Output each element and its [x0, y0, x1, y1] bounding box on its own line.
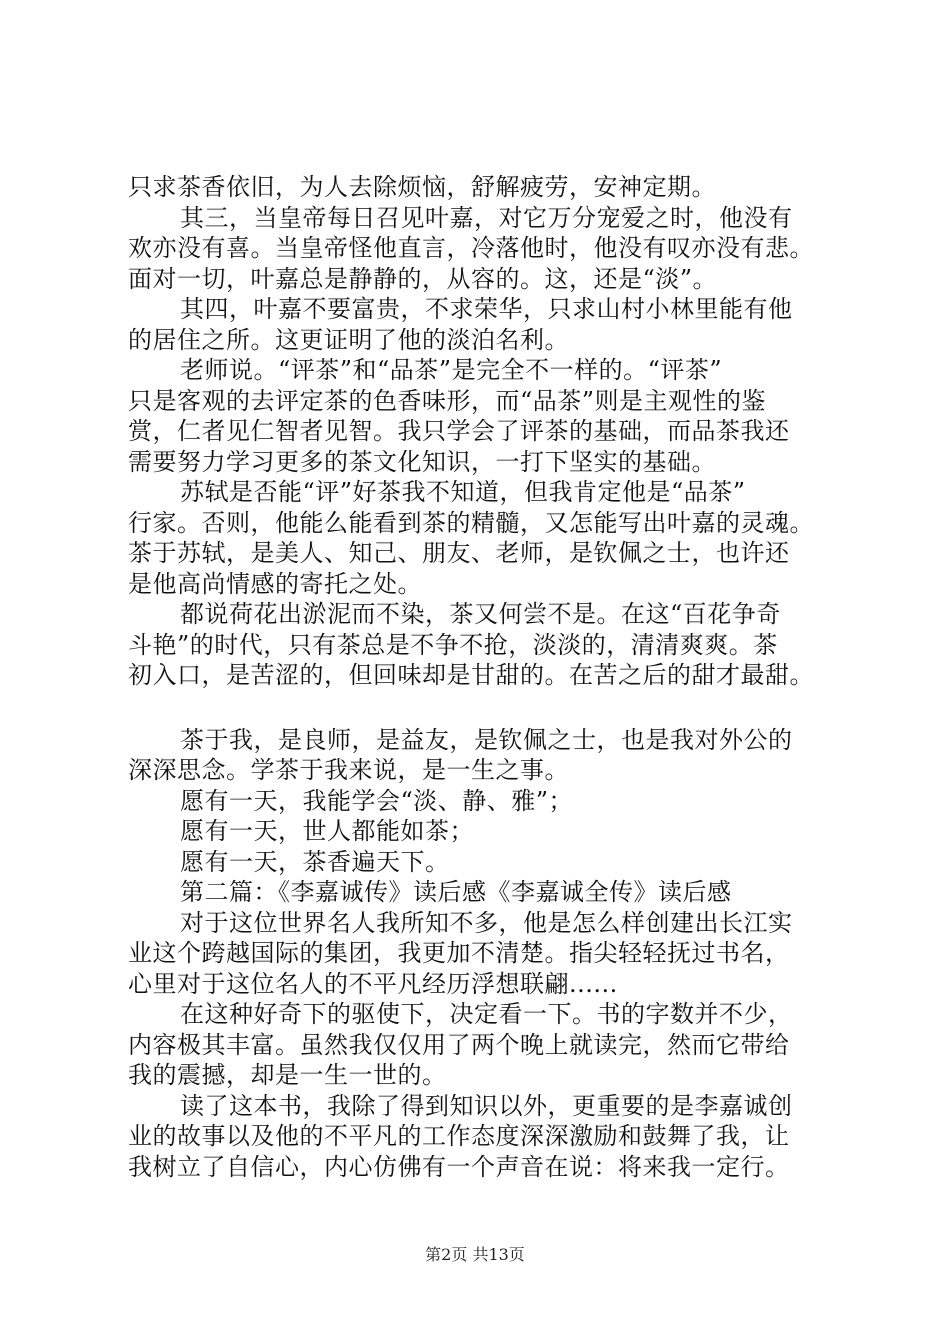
text-line: 其三，当皇帝每日召见叶嘉，对它万分宠爱之时，他没有 — [180, 203, 793, 232]
text-line: 的居住之所。这更证明了他的淡泊名利。 — [128, 325, 569, 354]
text-line: 赏，仁者见仁智者见智。我只学会了评茶的基础，而品茶我还 — [128, 417, 790, 445]
text-line: 茶于我，是良师，是益友，是钦佩之士，也是我对外公的 — [180, 725, 793, 754]
text-line: 面对一切，叶嘉总是静静的，从容的。这，还是“淡”。 — [128, 264, 718, 293]
text-line: 苏轼是否能“评”好茶我不知道，但我肯定他是“品茶” — [180, 478, 746, 506]
text-line: 对于这位世界名人我所知不多，他是怎么样创建出长江实 — [180, 908, 793, 937]
text-line: 茶于苏轼，是美人、知己、朋友、老师，是钦佩之士，也许还 — [128, 539, 790, 567]
text-line: 第二篇：《李嘉诚传》读后感《李嘉诚全传》读后感 — [180, 878, 732, 906]
text-line: 行家。否则，他能么能看到茶的精髓，又怎能写出叶嘉的灵魂。 — [128, 508, 814, 537]
text-line: 愿有一天，世人都能如茶； — [180, 817, 474, 845]
text-line: 其四，叶嘉不要富贵，不求荣华，只求山村小林里能有他 — [180, 295, 793, 323]
text-line: 在这种好奇下的驱使下，决定看一下。书的字数并不少， — [180, 1000, 793, 1028]
page-footer: 第2页 共13页 — [425, 1245, 525, 1264]
text-line: 老师说。“评茶”和“品茶”是完全不一样的。“评茶” — [180, 356, 723, 384]
text-line: 业的故事以及他的不平凡的工作态度深深激励和鼓舞了我，让 — [128, 1122, 790, 1150]
text-line: 内容极其丰富。虽然我仅仅用了两个晚上就读完，然而它带给 — [128, 1030, 790, 1059]
text-line: 心里对于这位名人的不平凡经历浮想联翩...... — [128, 969, 618, 998]
text-line: 欢亦没有喜。当皇帝怪他直言，冷落他时，他没有叹亦没有悲。 — [128, 234, 814, 262]
text-line: 只求茶香依旧，为人去除烦恼，舒解疲劳，安神定期。 — [128, 173, 716, 201]
text-line: 需要努力学习更多的茶文化知识，一打下坚实的基础。 — [128, 447, 716, 476]
text-line: 斗艳”的时代，只有茶总是不争不抢，淡淡的，清清爽爽。茶 — [128, 630, 778, 659]
text-line: 初入口，是苦涩的，但回味却是甘甜的。在苦之后的甜才最甜。 — [128, 661, 814, 689]
text-line: 读了这本书，我除了得到知识以外，更重要的是李嘉诚创 — [180, 1091, 793, 1120]
blank-line — [128, 691, 833, 725]
text-line: 愿有一天，我能学会“淡、静、雅”； — [180, 786, 574, 815]
document-body — [128, 172, 833, 1182]
text-line: 是他高尚情感的寄托之处。 — [128, 569, 422, 598]
text-line: 我的震撼，却是一生一世的。 — [128, 1061, 447, 1089]
text-line: 深深思念。学茶于我来说，是一生之事。 — [128, 756, 569, 784]
text-line: 愿有一天，茶香遍天下。 — [180, 847, 450, 876]
text-line: 都说荷花出淤泥而不染，茶又何尝不是。在这“百花争奇 — [180, 600, 781, 628]
text-line: 业这个跨越国际的集团，我更加不清楚。指尖轻轻抚过书名， — [128, 939, 790, 967]
text-line: 我树立了自信心，内心仿佛有一个声音在说：将来我一定行。 — [128, 1152, 790, 1181]
text-line: 只是客观的去评定茶的色香味形，而“品茶”则是主观性的鉴 — [128, 386, 767, 415]
